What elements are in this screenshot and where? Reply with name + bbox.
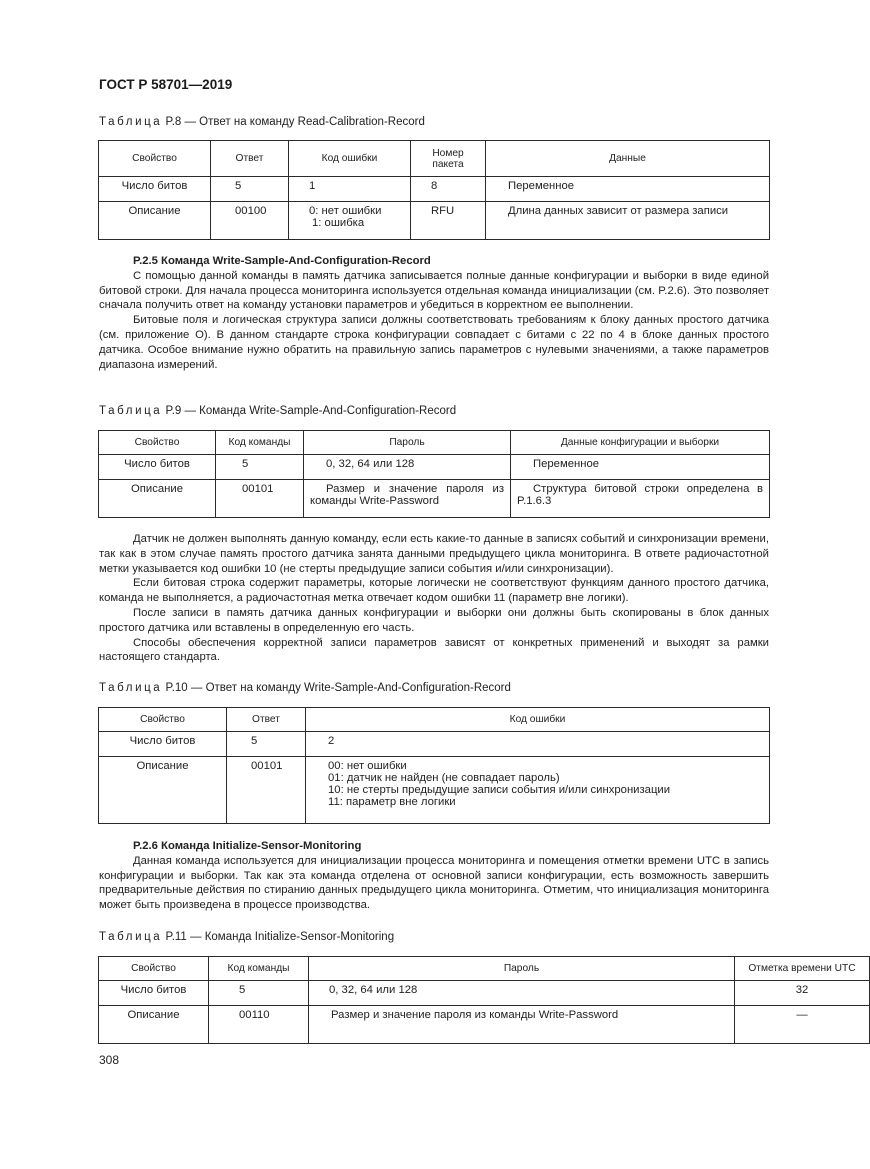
table-p10-caption-text: P.10 — Ответ на команду Write-Sample-And-Configuration-Record [165,682,511,694]
table-row [99,455,770,480]
page-number: 308 [99,1053,120,1067]
table-p9 [98,430,770,518]
table-cell: 1 [289,177,411,202]
table-header-row [99,141,770,177]
table-cell: Размер и значение пароля из команды Write-Password [304,480,511,518]
table-p8-caption-text: P.8 — Ответ на команду Read-Calibration-Record [165,116,425,128]
column-header: Код команды [209,957,309,981]
table-cell-error-codes [289,202,411,240]
column-header: Пароль [309,957,735,981]
table-row [99,981,870,1006]
table-cell: 0, 32, 64 или 128 [309,981,735,1006]
error-code-line: 0: нет ошибки [309,205,382,217]
paragraph: Битовые поля и логическая структура записи должны соответствовать требованиям к блоку данных простого датчика (см. приложение О). В данном стандарте строка конфигурации совпадает с битами с 22 по 4 в блоке данных простого датчика. Особое внимание нужно обратить на правильную запись параметров с нулевыми значениями, а также параметров диапазона измерений. [99,314,769,371]
table-cell-error-codes [306,757,770,824]
table-cell: Описание [99,757,227,824]
column-header: Свойство [99,141,211,177]
table-header-row [99,957,870,981]
table-cell: Описание [99,1006,209,1044]
section-p25-continued [99,532,769,665]
table-cell: 00110 [209,1006,309,1044]
table-row [99,202,770,240]
table-cell: — [735,1006,870,1044]
error-code-line: 01: датчик не найден (не совпадает пароль) [328,772,560,784]
table-p11 [98,956,870,1044]
table-row [99,732,770,757]
column-header: Данные [486,141,770,177]
section-title: P.2.5 Команда Write-Sample-And-Configuration-Record [133,255,431,267]
table-cell: 5 [216,455,304,480]
table-p9-caption-text: P.9 — Команда Write-Sample-And-Configuration-Record [165,405,457,417]
error-code-line: 10: не стерты предыдущие записи события и/или синхронизации [328,784,671,796]
column-header: Код команды [216,431,304,455]
table-cell: 5 [211,177,289,202]
table-cell: Длина данных зависит от размера записи [486,202,770,240]
table-row [99,757,770,824]
error-code-line: 00: нет ошибки [328,760,407,772]
table-row [99,1006,870,1044]
table-cell: 2 [306,732,770,757]
column-header: Свойство [99,957,209,981]
column-header: Ответ [227,708,306,732]
table-cell: Число битов [99,177,211,202]
table-cell: Число битов [99,455,216,480]
section-title: P.2.6 Команда Initialize-Sensor-Monitoring [133,840,362,852]
section-p25 [99,254,769,372]
column-header: Код ошибки [306,708,770,732]
table-p8 [98,140,770,240]
column-header: Свойство [99,708,227,732]
error-code-line: 1: ошибка [312,217,365,229]
paragraph: С помощью данной команды в память датчика записывается полные данные конфигурации и выборки в виде единой битовой строки. Для начала процесса мониторинга используется отдельная команда инициализации (см. P.2.6). Это позволяет сначала получить ответ на команду установки параметров и убедиться в корректном ее выполнении. [99,269,769,312]
table-cell: Структура битовой строки определена в P.1.6.3 [511,480,770,518]
column-header: Свойство [99,431,216,455]
column-header: Отметка времени UTC [735,957,870,981]
paragraph: Данная команда используется для инициализации процесса мониторинга и помещения отметки времени UTC в запись конфигурации и выборки. Так как эта команда отделена от основной записи конфигурации, есть возможность завершить предварительные действия по стиранию данных предыдущего цикла мониторинга. Отметим, что инициализация мониторинга может быть произведена в процессе производства. [99,854,769,912]
section-p26 [99,839,769,913]
table-row [99,177,770,202]
column-header: Данные конфигурации и выборки [511,431,770,455]
column-header: Номер пакета [411,141,486,177]
paragraph: Датчик не должен выполнять данную команду, если есть какие-то данные в записях событий и синхронизации времени, так как в этом случае память простого датчика занята данными предыдущего цикла мониторинга. В ответе радиочастотной метки указывается код ошибки 10 (не стерты предыдущие записи события и/или синхронизации). [99,533,769,575]
table-row [99,480,770,518]
table-cell: 00101 [216,480,304,518]
table-cell: Число битов [99,732,227,757]
column-header: Код ошибки [289,141,411,177]
table-p10-caption-prefix: Таблица [99,682,163,694]
table-p8-caption-prefix: Таблица [99,116,163,128]
document-header: ГОСТ Р 58701—2019 [99,77,233,92]
table-cell: 8 [411,177,486,202]
column-header: Пароль [304,431,511,455]
table-cell: Описание [99,480,216,518]
table-p9-caption-prefix: Таблица [99,405,163,417]
table-p11-caption [99,931,394,943]
table-cell: 5 [227,732,306,757]
table-cell: Описание [99,202,211,240]
table-p11-caption-prefix: Таблица [99,931,163,943]
table-p8-caption [99,116,425,128]
table-cell: RFU [411,202,486,240]
table-cell: Переменное [486,177,770,202]
paragraph: Если битовая строка содержит параметры, которые логически не соответствуют функциям данного простого датчика, команда не выполняется, а радиочастотная метка отвечает кодом ошибки 11 (параметр вне логики). [99,577,769,605]
table-cell: 0, 32, 64 или 128 [304,455,511,480]
table-cell: 32 [735,981,870,1006]
paragraph: Способы обеспечения корректной записи параметров зависят от конкретных применений и выходят за рамки настоящего стандарта. [99,636,769,664]
table-p9-caption [99,405,456,417]
table-p10 [98,707,770,824]
table-cell: Размер и значение пароля из команды Write-Password [309,1006,735,1044]
table-cell: Переменное [511,455,770,480]
error-code-line: 11: параметр вне логики [328,796,456,808]
table-cell: 00100 [211,202,289,240]
table-cell: 00101 [227,757,306,824]
table-cell: 5 [209,981,309,1006]
table-header-row [99,708,770,732]
table-p11-caption-text: P.11 — Команда Initialize-Sensor-Monitoring [165,931,395,943]
paragraph: После записи в память датчика данных конфигурации и выборки они должны быть скопированы в блок данных простого датчика или вставлены в определенную его часть. [99,606,769,634]
table-p10-caption [99,682,511,694]
table-cell: Число битов [99,981,209,1006]
table-header-row [99,431,770,455]
column-header: Ответ [211,141,289,177]
